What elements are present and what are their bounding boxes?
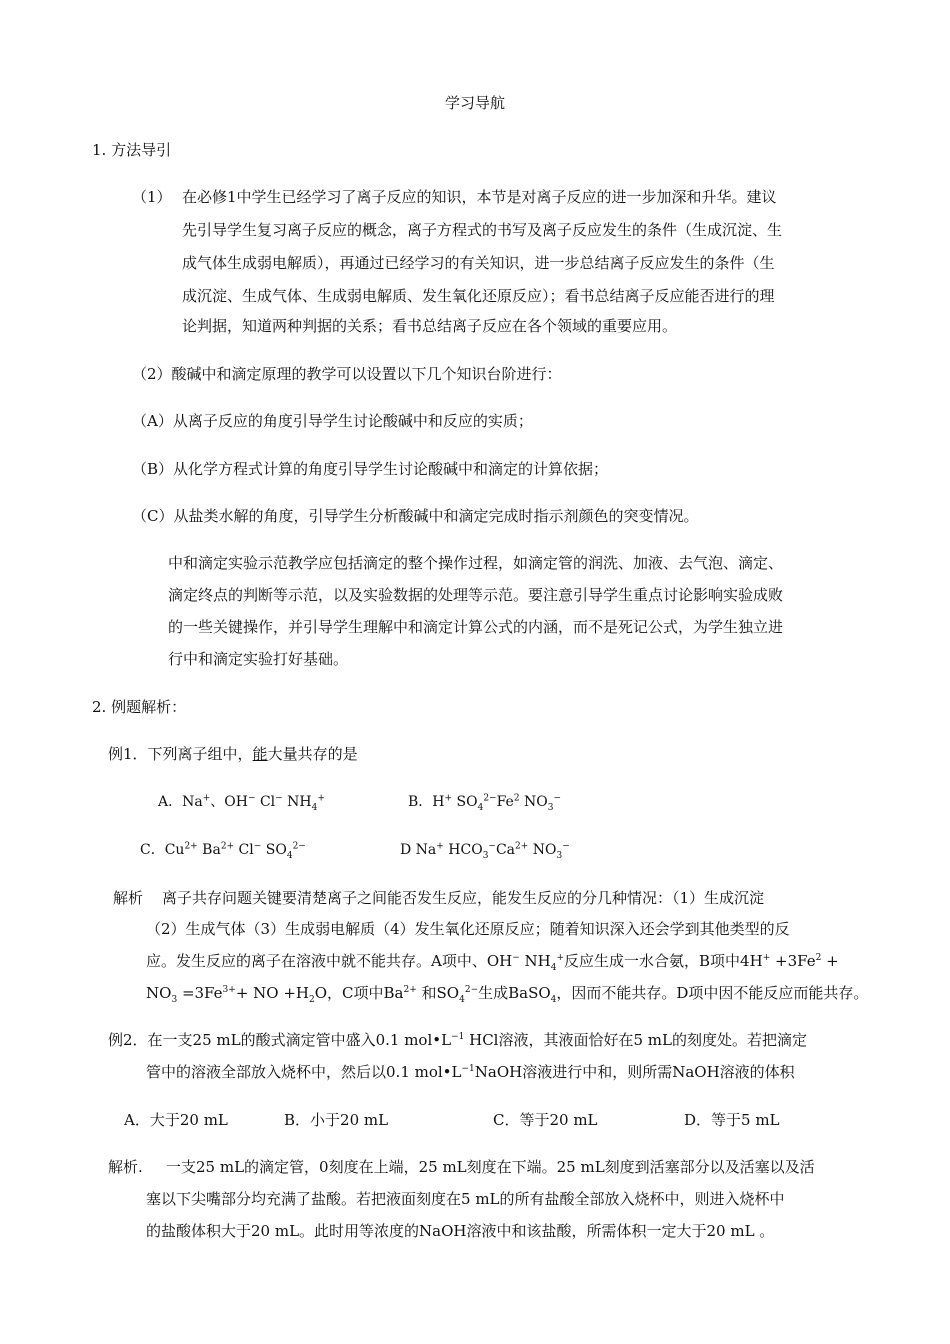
- ana-l4-sub3: 2: [309, 995, 315, 1005]
- opt-a-sup1: +: [202, 793, 211, 804]
- example1-question-underlined: 能: [252, 745, 268, 763]
- example2-option-a: A．大于20 mL: [124, 1111, 228, 1129]
- example2-option-c: C．等于20 mL: [493, 1111, 598, 1129]
- opt-c-sup3: −: [253, 841, 262, 852]
- opt-d-text1: D Na: [400, 842, 437, 858]
- para1-line1: 在必修1中学生已经学习了离子反应的知识，本节是对离子反应的进一步加深和升华。建议: [182, 188, 777, 206]
- opt-c-sup2: 2+: [220, 841, 235, 852]
- ana-l4-text1: NO: [146, 984, 172, 1002]
- section2-heading: 2. 例题解析：: [92, 698, 187, 716]
- ana-l4-sup5: 2−: [464, 985, 479, 995]
- opt-b-text4: NO: [519, 794, 548, 810]
- opt-d-sup1: +: [436, 841, 444, 852]
- ex2-l2-text1: 管中的溶液全部放入烧杯中，然后以0.1 mol•L: [146, 1063, 462, 1081]
- opt-d-sub2: 3: [482, 850, 489, 861]
- ex2-l1-text1: 例2．在一支25 mL的酸式滴定管中盛入0.1 mol•L: [108, 1031, 452, 1049]
- example1-analysis-label: 解析: [113, 889, 144, 907]
- ana-l3-text1: 应。发生反应的离子在溶液中就不能共存。A项中、OH: [146, 952, 513, 970]
- opt-a-text4: NH: [282, 794, 312, 810]
- ana-l3-sup4: 2: [815, 953, 822, 963]
- opt-c-text2: Ba: [197, 842, 221, 858]
- example2-analysis-label: 解析.: [108, 1158, 143, 1176]
- opt-b-sup2: 2−: [483, 793, 497, 804]
- ana-l4-sup4: 2+: [403, 985, 417, 995]
- opt-a-sup4: +: [317, 793, 325, 804]
- opt-b-text3: Fe: [496, 794, 514, 810]
- ex2-l2-sup1: −1: [461, 1064, 475, 1074]
- opt-a-text1: A．Na: [158, 794, 203, 810]
- opt-d-text3: Ca: [495, 842, 516, 858]
- opt-d-sub4: 3: [556, 850, 563, 861]
- example1-option-a: [158, 792, 325, 812]
- example2-option-d: D．等于5 mL: [684, 1111, 780, 1129]
- para3-line4: 行中和滴定实验打好基础。: [168, 650, 349, 668]
- ana-l4-sup2: 3+: [222, 985, 236, 995]
- example1-question: [108, 744, 358, 764]
- opt-c-text4: SO: [261, 842, 287, 858]
- ana-l3-sup1: −: [512, 953, 520, 963]
- opt-b-sup4: −: [553, 793, 562, 804]
- para-a: （A）从离子反应的角度引导学生讨论酸碱中和反应的实质；: [132, 412, 533, 430]
- ana-l3-text2: NH: [519, 952, 551, 970]
- opt-d-text2: HCO: [443, 842, 483, 858]
- para3-line3: 的一些关键操作，并引导学生理解中和滴定计算公式的内涵，而不是死记公式，为学生独立进: [168, 618, 784, 636]
- ana-l3-text5: +: [821, 952, 839, 970]
- ana-l3-text4: +3Fe: [770, 952, 816, 970]
- example1-analysis-line2: （2）生成气体（3）生成弱电解质（4）发生氧化还原反应；随着知识深入还会学到其他类型的反: [146, 920, 790, 938]
- example1-analysis-line3: [146, 951, 839, 971]
- para1-line4: 成沉淀、生成气体、生成弱电解质、发生氧化还原反应）；看书总结离子反应能否进行的理: [182, 287, 775, 305]
- ana-l4-text2: =3Fe: [177, 984, 223, 1002]
- opt-a-sup2: −: [247, 793, 256, 804]
- example1-option-d: [400, 840, 570, 860]
- opt-c-sub4: 4: [286, 850, 293, 861]
- example1-question-post: 大量共存的是: [267, 745, 358, 763]
- ana-l4-text3: + NO +H: [235, 984, 309, 1002]
- example2-option-b: B．小于20 mL: [284, 1111, 389, 1129]
- section1-heading: 1. 方法导引: [92, 141, 172, 159]
- opt-a-sup3: −: [275, 793, 283, 804]
- para1-line5: 论判据，知道两种判据的关系；看书总结离子反应在各个领域的重要应用。: [182, 317, 678, 335]
- ana-l4-sub1: 3: [171, 995, 178, 1005]
- opt-c-text3: Cl: [234, 842, 254, 858]
- ana-l3-sup2: +: [556, 953, 565, 963]
- ana-l3-sub2: 4: [550, 963, 557, 973]
- example2-analysis-line3: 的盐酸体积大于20 mL。此时用等浓度的NaOH溶液中和该盐酸，所需体积一定大于20 mL 。: [146, 1222, 775, 1240]
- opt-d-sup2: −: [488, 841, 496, 852]
- opt-c-sup4: 2−: [292, 841, 306, 852]
- opt-a-text2: 、OH: [210, 794, 248, 810]
- opt-a-sub4: 4: [311, 802, 318, 813]
- opt-b-sup1: +: [444, 793, 453, 804]
- ana-l3-sup3: +: [762, 953, 771, 963]
- para2: （2）酸碱中和滴定原理的教学可以设置以下几个知识台阶进行：: [132, 365, 562, 383]
- opt-d-sup4: −: [562, 841, 570, 852]
- example2-analysis-line2: 塞以下尖嘴部分均充满了盐酸。若把液面刻度在5 mL的所有盐酸全部放入烧杯中，则进入烧杯中: [146, 1190, 785, 1208]
- opt-c-sup1: 2+: [184, 841, 198, 852]
- example2-question-line1: [108, 1030, 807, 1050]
- ex2-l2-text2: NaOH溶液进行中和，则所需NaOH溶液的体积: [474, 1063, 795, 1081]
- para-c: （C）从盐类水解的角度，引导学生分析酸碱中和滴定完成时指示剂颜色的突变情况。: [132, 507, 699, 525]
- opt-b-sup3: 2: [513, 793, 520, 804]
- opt-a-text3: Cl: [255, 794, 276, 810]
- example1-option-c: [140, 840, 306, 860]
- example1-question-pre: 例1．下列离子组中，: [108, 745, 253, 763]
- example1-analysis-line1: 离子共存问题关键要清楚离子之间能否发生反应，能发生反应的分几种情况：（1）生成沉淀: [162, 889, 765, 907]
- ana-l4-text4: O，C项中Ba: [314, 984, 404, 1002]
- ex2-l1-text2: HCl溶液，其液面恰好在5 mL的刻度处。若把滴定: [464, 1031, 807, 1049]
- opt-b-sub2: 4: [477, 802, 484, 813]
- ana-l4-text6: 生成BaSO: [478, 984, 551, 1002]
- para3-line2: 滴定终点的判断等示范，以及实验数据的处理等示范。要注意引导学生重点讨论影响实验成败: [168, 586, 784, 604]
- example2-analysis-line1: 一支25 mL的滴定管，0刻度在上端，25 mL刻度在下端。25 mL刻度到活塞部分以及活塞以及活: [166, 1158, 815, 1176]
- example1-option-b: [408, 792, 561, 812]
- para1-label: （1）: [132, 188, 172, 206]
- opt-b-text2: SO: [452, 794, 478, 810]
- ex2-l1-sup1: −1: [451, 1032, 465, 1042]
- para3-line1: 中和滴定实验示范教学应包括滴定的整个操作过程，如滴定管的润洗、加液、去气泡、滴定、: [168, 554, 784, 572]
- opt-b-text1: B．H: [408, 794, 445, 810]
- para1-line3: 成气体生成弱电解质），再通过已经学习的有关知识，进一步总结离子反应发生的条件（生: [182, 254, 775, 272]
- opt-d-sup3: 2+: [515, 841, 529, 852]
- ana-l4-text7: ，因而不能共存。D项中因不能反应而能共存。: [556, 984, 869, 1002]
- opt-d-text4: NO: [528, 842, 557, 858]
- page-title: 学习导航: [444, 94, 505, 112]
- opt-c-text1: C．Cu: [140, 842, 185, 858]
- ana-l4-text5: 和SO: [416, 984, 460, 1002]
- para1-line2: 先引导学生复习离子反应的概念，离子方程式的书写及离子反应发生的条件（生成沉淀、生: [182, 221, 783, 239]
- para-b: （B）从化学方程式计算的角度引导学生讨论酸碱中和滴定的计算依据；: [132, 460, 609, 478]
- ana-l3-text3: 反应生成一水合氨，B项中4H: [564, 952, 763, 970]
- ana-l4-sub5: 4: [459, 995, 465, 1005]
- example1-analysis-line4: [146, 983, 868, 1003]
- ana-l4-sub6: 4: [550, 995, 557, 1005]
- opt-b-sub4: 3: [547, 802, 554, 813]
- example2-question-line2: [146, 1062, 795, 1082]
